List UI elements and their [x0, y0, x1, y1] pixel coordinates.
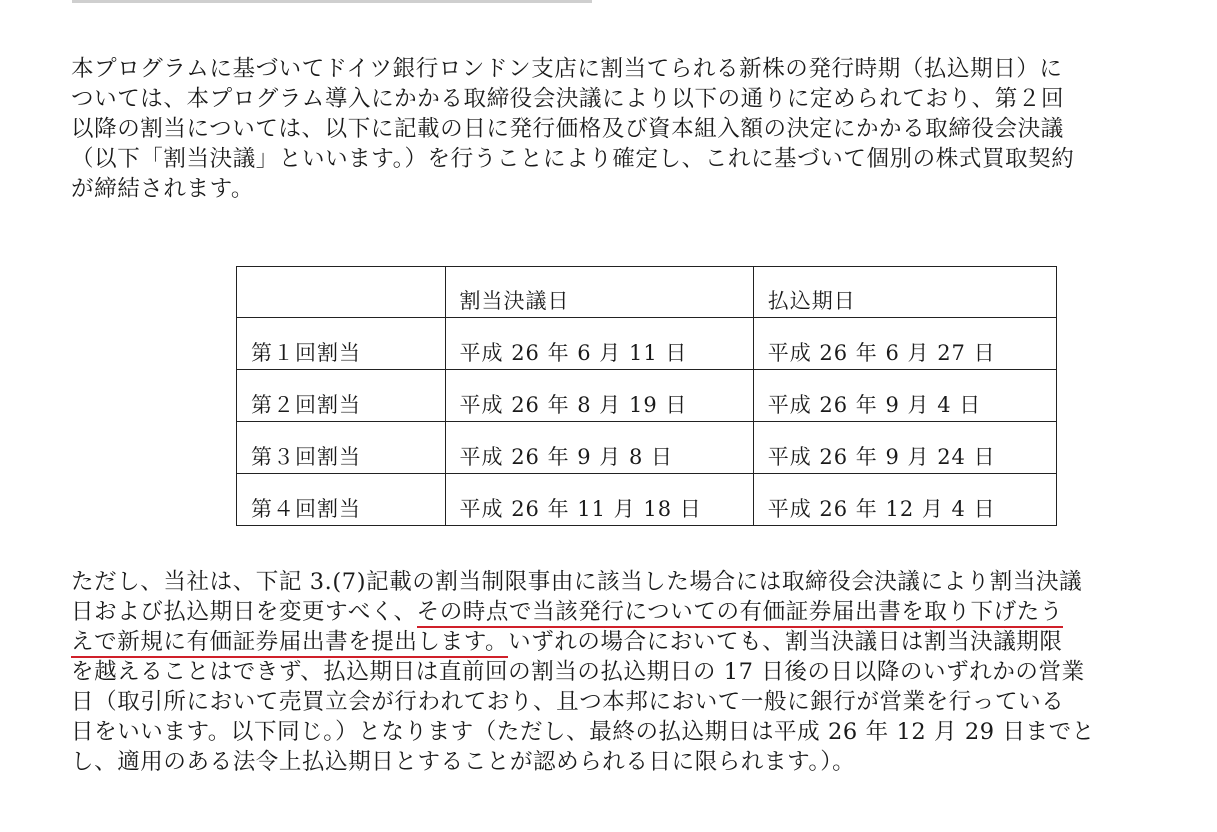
- allotment-schedule-table: [236, 266, 1057, 526]
- paragraph-line: を越えることはできず、払込期日は直前回の割当の払込期日の 17 日後の日以降のいずれかの営業: [71, 659, 1085, 685]
- paragraph-line: 日（取引所において売買立会が行われており、且つ本邦において一般に銀行が営業を行っている: [71, 689, 1065, 715]
- paragraph-line: [71, 597, 1121, 627]
- paragraph-line: [71, 627, 1121, 657]
- paragraph-line: 以降の割当については、以下に記載の日に発行価格及び資本組入額の決定にかかる取締役会決議: [71, 116, 1064, 142]
- proviso-paragraph: [71, 567, 1121, 777]
- paragraph-line: ついては、本プログラム導入にかかる取締役会決議により以下の通りに定められており、第２回: [71, 86, 1065, 112]
- payment-date: 平成 26 年 12 月 4 日: [753, 474, 1056, 526]
- resolution-date: 平成 26 年 9 月 8 日: [445, 422, 753, 474]
- resolution-date: 平成 26 年 11 月 18 日: [445, 474, 753, 526]
- row-label: 第２回割当: [237, 370, 446, 422]
- red-underlined-text: その時点で当該発行についての有価証券届出書を取り下げたう: [417, 599, 1063, 628]
- paragraph-line: し、適用のある法令上払込期日とすることが認められる日に限られます。）。: [71, 749, 856, 775]
- header-cell-payment-date: 払込期日: [753, 267, 1056, 318]
- table-row: [237, 370, 1057, 422]
- table-row: [237, 318, 1057, 370]
- red-underlined-text: えで新規に有価証券届出書を提出します。: [71, 629, 508, 658]
- row-label: 第３回割当: [237, 422, 446, 474]
- table-header-row: [237, 267, 1057, 318]
- paragraph-line: が締結されます。: [71, 176, 255, 202]
- table-row: [237, 422, 1057, 474]
- header-cell-resolution-date: 割当決議日: [445, 267, 753, 318]
- payment-date: 平成 26 年 9 月 4 日: [753, 370, 1056, 422]
- plain-text: いずれの場合においても、割当決議日は割当決議期限: [508, 629, 1063, 655]
- resolution-date: 平成 26 年 6 月 11 日: [445, 318, 753, 370]
- payment-date: 平成 26 年 6 月 27 日: [753, 318, 1056, 370]
- paragraph-line: 本プログラムに基づいてドイツ銀行ロンドン支店に割当てられる新株の発行時期（払込期日）に: [71, 56, 1063, 82]
- table-row: [237, 474, 1057, 526]
- payment-date: 平成 26 年 9 月 24 日: [753, 422, 1056, 474]
- paragraph-line: 日をいいます。以下同じ。）となります（ただし、最終の払込期日は平成 26 年 12 月 29 日までと: [71, 719, 1095, 745]
- paragraph-line: （以下「割当決議」といいます。）を行うことにより確定し、これに基づいて個別の株式買取契約: [71, 146, 1075, 172]
- paragraph-line: ただし、当社は、下記 3.(7)記載の割当制限事由に該当した場合には取締役会決議により割当決議: [71, 569, 1083, 595]
- row-label: 第４回割当: [237, 474, 446, 526]
- row-label: 第１回割当: [237, 318, 446, 370]
- intro-paragraph: [71, 54, 1121, 204]
- plain-text: 日および払込期日を変更すべく、: [71, 599, 417, 625]
- cut-off-previous-line: [72, 0, 592, 3]
- resolution-date: 平成 26 年 8 月 19 日: [445, 370, 753, 422]
- header-cell-blank: [237, 267, 446, 318]
